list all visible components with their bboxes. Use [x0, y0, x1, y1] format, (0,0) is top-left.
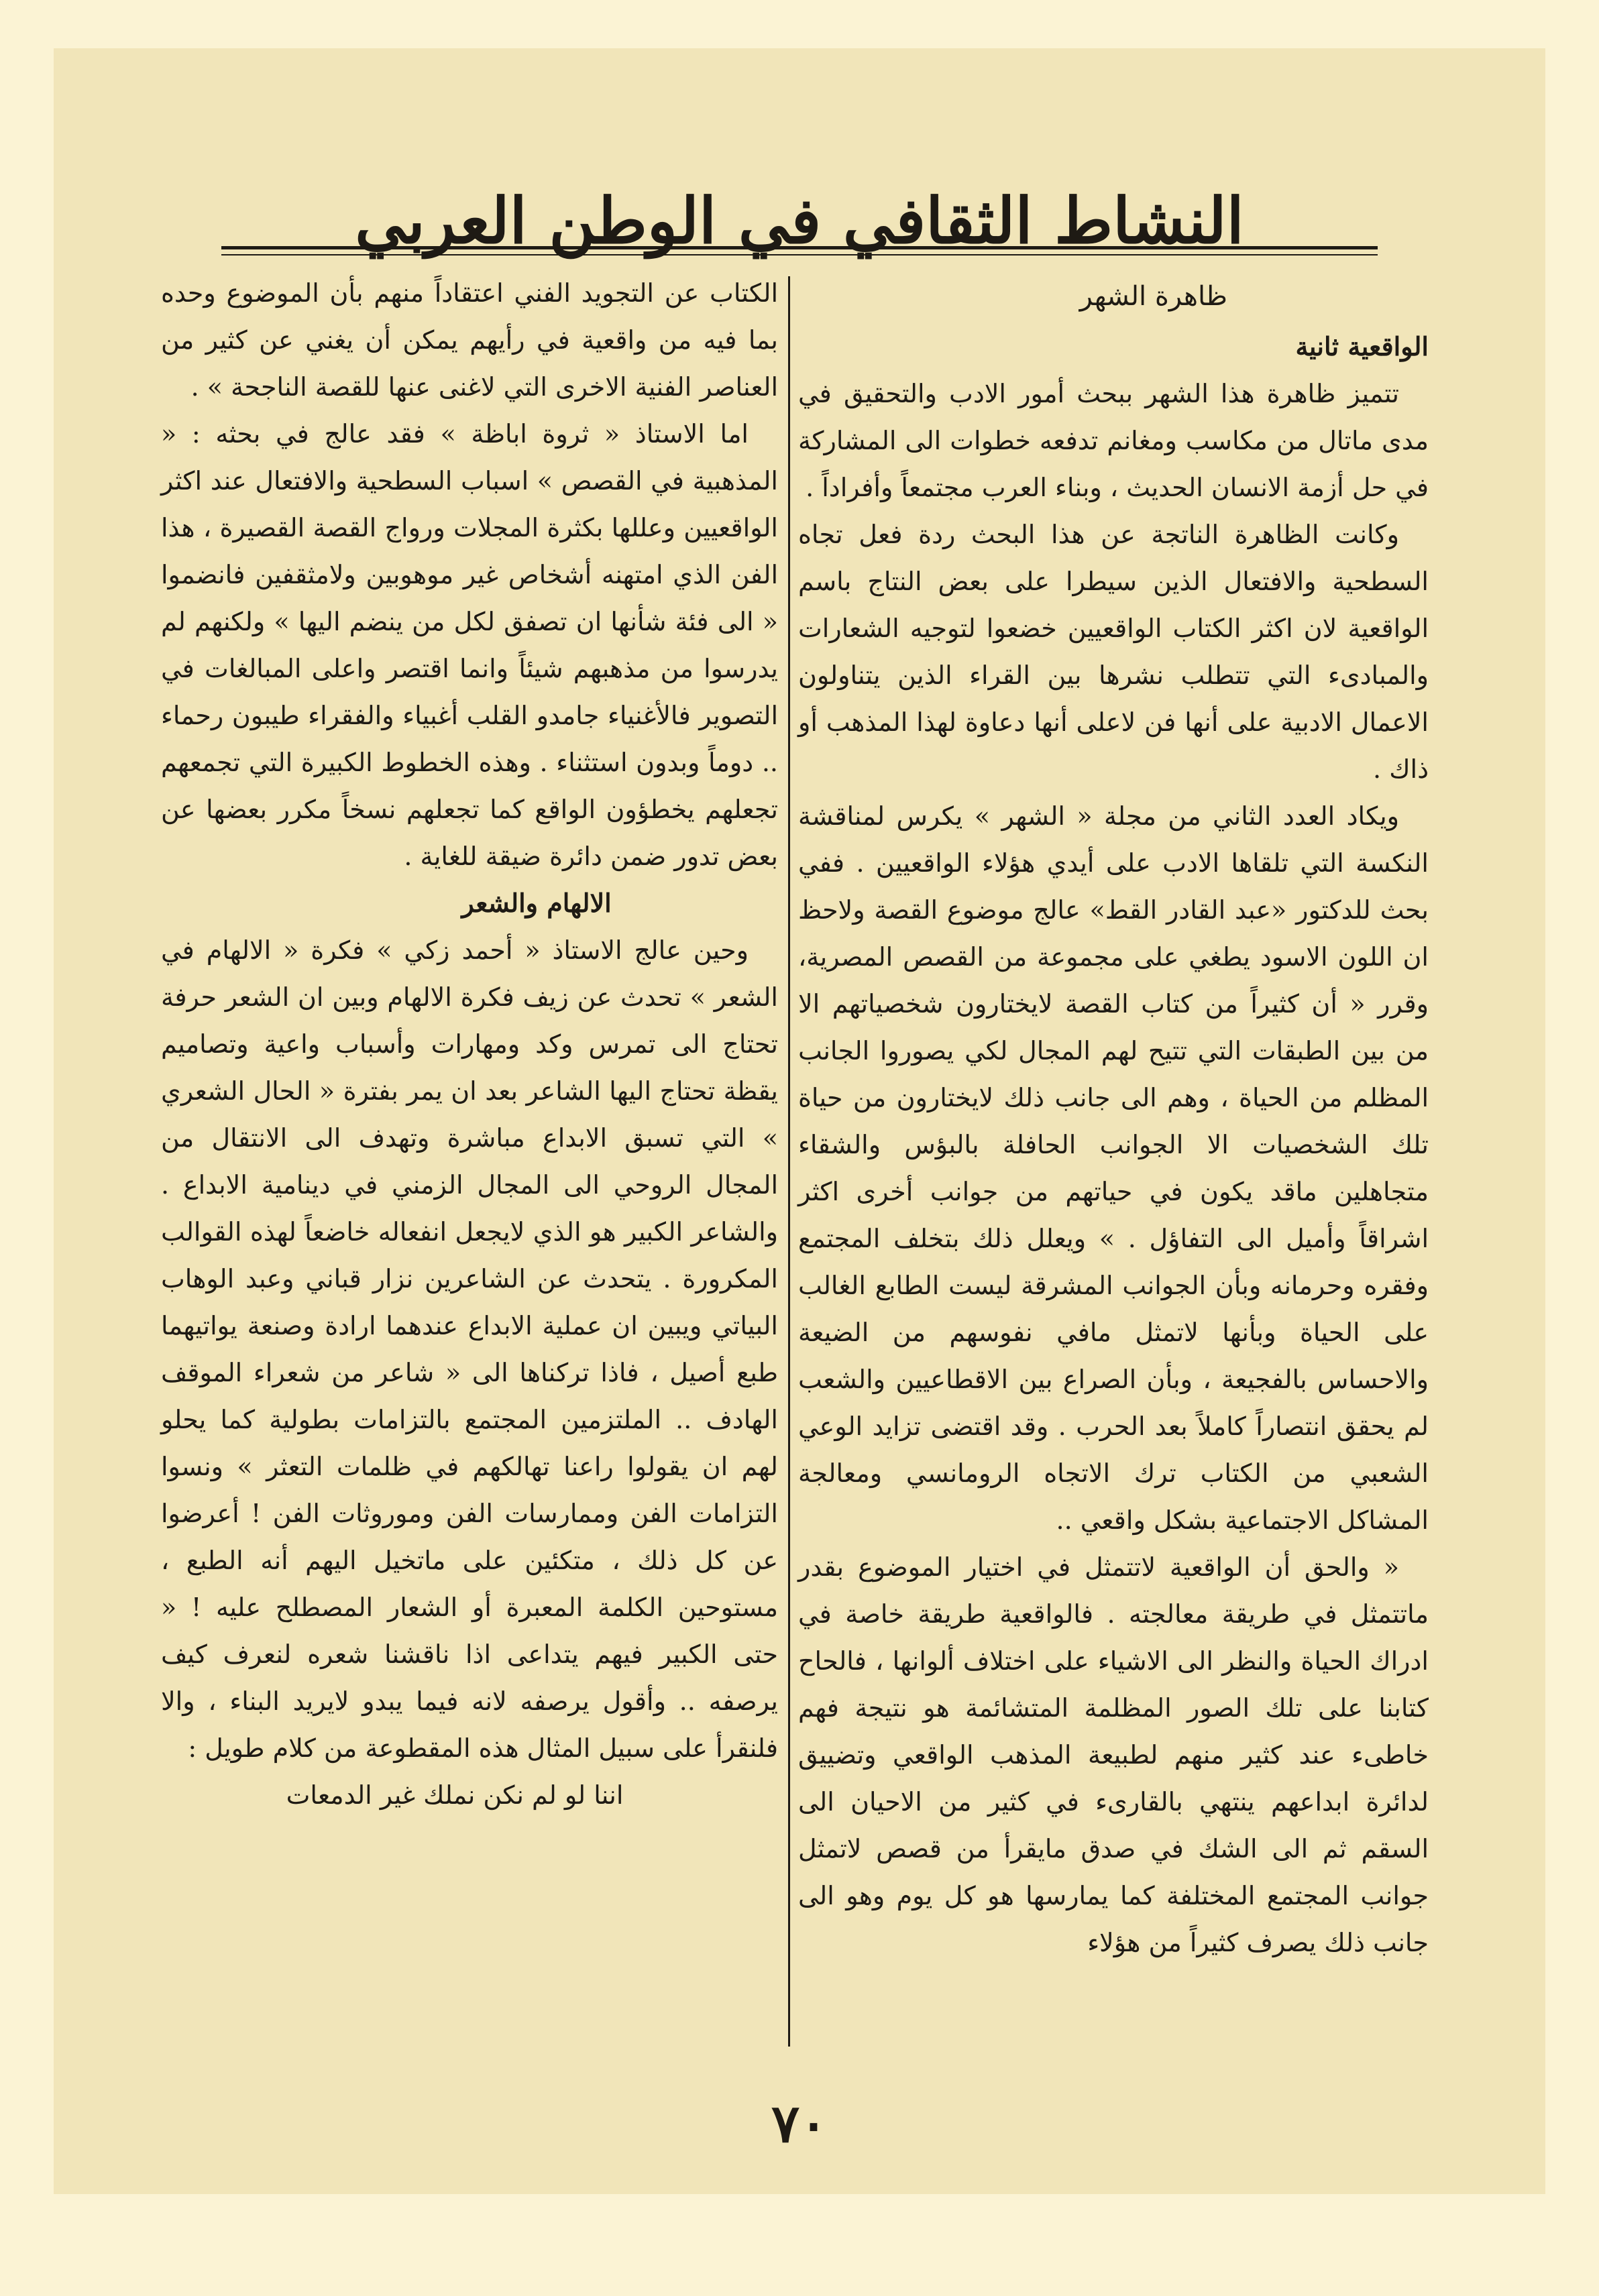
title-rule-thin — [221, 254, 1378, 255]
magazine-page — [54, 48, 1545, 2194]
paragraph: « والحق أن الواقعية لاتتمثل في اختيار الموضوع بقدر ماتتمثل في طريقة معالجته . فالواقعية طريقة خاصة في ادراك الحياة والنظر الى الاشياء على اختلاف ألوانها ، فالحاح كتابنا على تلك الصور المظلمة المتشائمة هو نتيجة فهم خاطىء عند كثير منهم لطبيعة المذهب الواقعي وتضييق لدائرة ابداعهم ينتهي بالقارىء في كثير من الاحيان الى السقم ثم الى الشك في صدق مايقرأ من قصص لاتمثل جوانب المجتمع المختلفة كما يمارسها هو كل يوم وهو الى جانب ذلك يصرف كثيراً من هؤلاء — [798, 1552, 1429, 1957]
subheading-inspiration: الالهام والشعر — [461, 888, 612, 918]
page-number: ٧٠ — [771, 2093, 828, 2155]
paragraph: اما الاستاذ « ثروة اباظة » فقد عالج في بحثه : « المذهبية في القصص » اسباب السطحية والافتعال عند اكثر الواقعيين وعللها بكثرة المجلات ورواج القصة القصيرة ، هذا الفن الذي امتهنه أشخاص غير موهوبين ولامثقفين فانضموا « الى فئة شأنها ان تصفق لكل من ينضم اليها » ولكنهم لم يدرسوا من مذهبهم شيئاً وانما اقتصر واعلى المبالغات في التصوير فالأغنياء جامدو القلب أغبياء والفقراء طيبون رحماء .. دوماً وبدون استثناء . وهذه الخطوط الكبيرة التي تجمعهم تجعلهم يخطؤون الواقع كما تجعلهم نسخاً مكرر بعضها عن بعض تدور ضمن دائرة ضيقة للغاية . — [161, 419, 778, 871]
left-column — [161, 270, 778, 1819]
paragraph: تتميز ظاهرة هذا الشهر ببحث أمور الادب والتحقيق في مدى ماتال من مكاسب ومغانم تدفعه خطوات الى المشاركة في حل أزمة الانسان الحديث ، وبناء العرب مجتمعاً وأفراداً . — [798, 379, 1429, 502]
paragraph: الكتاب عن التجويد الفني اعتقاداً منهم بأن الموضوع وحده بما فيه من واقعية في رأيهم يمكن أن يغني عن كثير من العناصر الفنية الاخرى التي لاغنى عنها للقصة الناجحة » . — [161, 278, 778, 402]
title-rule — [221, 246, 1378, 249]
right-column — [798, 270, 1429, 1966]
section-title: ظاهرة الشهر — [1079, 281, 1227, 312]
paragraph: وحين عالج الاستاذ « أحمد زكي » فكرة « الالهام في الشعر » تحدث عن زيف فكرة الالهام وبين ان الشعر حرفة تحتاج الى تمرس وكد ومهارات وأسباب واعية وتصاميم يقظة تحتاج اليها الشاعر بعد ان يمر بفترة « الحال الشعري » التي تسبق الابداع مباشرة وتهدف الى الانتقال من المجال الروحي الى المجال الزمني في دينامية الابداع . والشاعر الكبير هو الذي لايجعل انفعاله خاضعاً لهذه القوالب المكرورة . يتحدث عن الشاعرين نزار قباني وعبد الوهاب البياتي ويبين ان عملية الابداع عندهما ارادة وصنعة يواتيهما طبع أصيل ، فاذا تركناها الى « شاعر من شعراء الموقف الهادف .. الملتزمين المجتمع بالتزامات بطولية كما يحلو لهم ان يقولوا راعنا تهالكهم في ظلمات التعثر » ونسوا التزامات الفن وممارسات الفن وموروثات الفن ! أعرضوا عن كل ذلك ، متكئين على ماتخيل اليهم أنه الطبع ، مستوحين الكلمة المعبرة أو الشعار المصطلح عليه ! « حتى الكبير فيهم يتداعى اذا ناقشنا شعره لنعرف كيف يرصفه .. وأقول يرصفه لانه فيما يبدو لايريد البناء ، والا فلنقرأ على سبيل المثال هذه المقطوعة من كلام طويل : — [161, 935, 778, 1763]
column-divider — [788, 276, 790, 2047]
subheading-realism: الواقعية ثانية — [1295, 331, 1429, 361]
verse-line: اننا لو لم نكن نملك غير الدمعات — [286, 1780, 624, 1810]
paragraph: ويكاد العدد الثاني من مجلة « الشهر » يكرس لمناقشة النكسة التي تلقاها الادب على أيدي هؤلاء الواقعيين . ففي بحث للدكتور «عبد القادر القط» عالج موضوع القصة ولاحظ ان اللون الاسود يطغي على مجموعة من القصص المصرية، وقرر « أن كثيراً من كتاب القصة لايختارون شخصياتهم الا من بين الطبقات التي تتيح لهم المجال لكي يصوروا الجانب المظلم من الحياة ، وهم الى جانب ذلك لايختارون من حياة تلك الشخصيات الا الجوانب الحافلة بالبؤس والشقاء متجاهلين ماقد يكون في حياتهم من جوانب أخرى اكثر اشراقاً وأميل الى التفاؤل . » ويعلل ذلك بتخلف المجتمع وفقره وحرمانه وبأن الجوانب المشرقة ليست الطابع الغالب على الحياة وبأنها لاتمثل مافي نفوسهم من الضيعة والاحساس بالفجيعة ، وبأن الصراع بين الاقطاعيين والشعب لم يحقق انتصاراً كاملاً بعد الحرب . وقد اقتضى تزايد الوعي الشعبي من الكتاب ترك الاتجاه الرومانسي ومعالجة المشاكل الاجتماعية بشكل واقعي .. — [798, 801, 1429, 1535]
paragraph: وكانت الظاهرة الناتجة عن هذا البحث ردة فعل تجاه السطحية والافتعال الذين سيطرا على بعض النتاج باسم الواقعية لان اكثر الكتاب الواقعيين خضعوا لتوجيه الشعارات والمبادىء التي تتطلب نشرها بين القراء الذين يتناولون الاعمال الادبية على أنها فن لاعلى أنها دعاوة لهذا المذهب أو ذاك . — [798, 520, 1429, 784]
page-title: النشاط الثقافي في الوطن العربي — [355, 184, 1244, 258]
